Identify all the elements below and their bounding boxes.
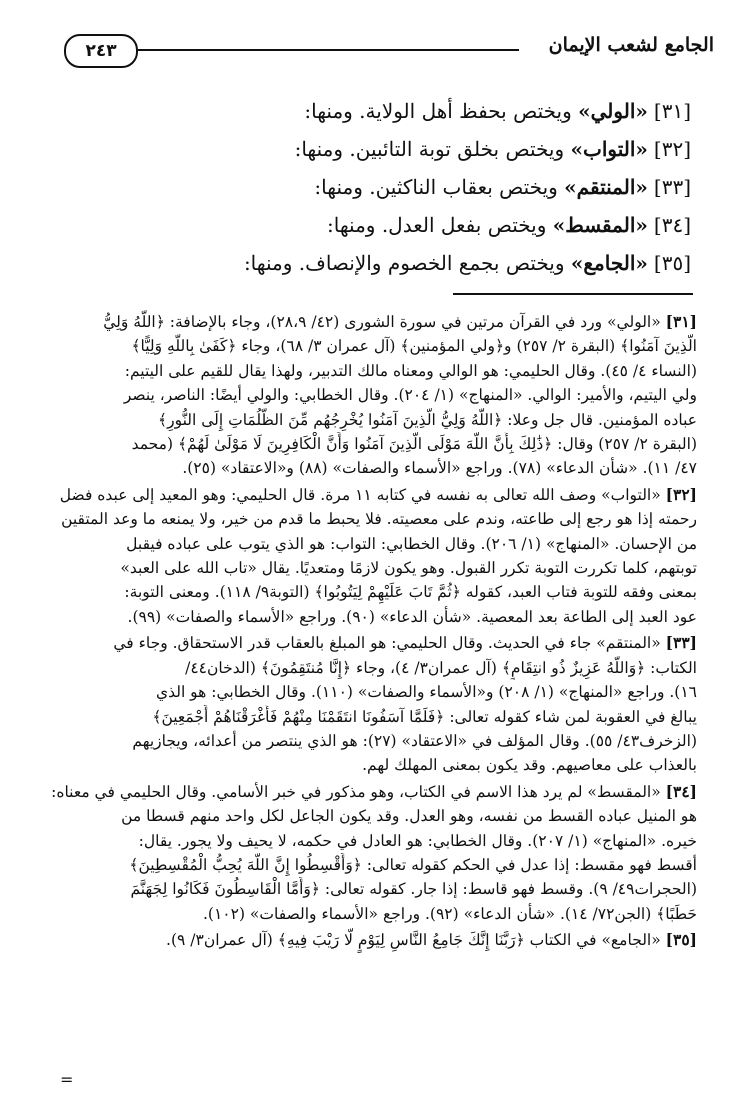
- footnote-34: [47, 780, 697, 926]
- footnote-line: يبالغ في العقوبة لمن شاء كقوله تعالى: ﴿فَلَمَّا آسَفُونَا انتَقَمْنَا مِنْهُمْ فَأَغْرَقْنَاهُمْ أَجْمَعِينَ﴾: [152, 707, 697, 726]
- item-text: ويختص بعقاب الناكثين. ومنها:: [314, 175, 565, 199]
- footnote-number: [٣٥]: [665, 930, 697, 950]
- running-title: الجامع لشعب الإيمان: [548, 34, 714, 56]
- footnote-line: عود العبد إلى الطاعة بعد المعصية. «شأن الدعاء» (٩٠). وراجع «الأسماء والصفات» (٩٩).: [127, 607, 697, 626]
- footnote-33: [47, 631, 697, 777]
- footnote-line: [٣٤] «المقسط» لم يرد هذا الاسم في الكتاب، وهو مذكور في خبر الأسامي. وقال الحليمي في معناه:: [51, 781, 697, 801]
- footnote-line: (النساء ٤/ ٤٥). وقال الحليمي: هو الوالي ومعناه مالك التدبير، ولهذا يقال للقيم على اليتيم:: [124, 361, 697, 380]
- footnote-line: ١٦). وراجع «المنهاج» (١/ ٢٠٨) و«الأسماء والصفات» (١١٠). وقال الخطابي: هو الذي: [155, 683, 697, 702]
- footnote-number: [٣٤]: [665, 781, 697, 801]
- page-number: ٢٤٣: [64, 34, 138, 68]
- footnote-line: بالعذاب على معاصيهم. وقد يكون بمعنى المهلك لهم.: [362, 756, 697, 775]
- footnote-32: [47, 483, 697, 629]
- footnote-line: الَّذِينَ آمَنُوا﴾ (البقرة ٢/ ٢٥٧) و﴿ولي المؤمنين﴾ (آل عمران ٣/ ٦٨)، وجاء ﴿كَفَىٰ بِاللَّهِ وَلِيًّا﴾: [131, 337, 697, 356]
- list-item: [71, 244, 691, 282]
- list-item: [71, 168, 691, 206]
- footnote-separator: [453, 293, 693, 295]
- item-term: «الولي»: [578, 99, 648, 123]
- item-text: ويختص بحفظ أهل الولاية. ومنها:: [304, 99, 579, 123]
- footnote-line: (الحجرات٤٩/ ٩). وقسط فهو قاسط: إذا جار. كقوله تعالى: ﴿وَأَمَّا الْقَاسِطُونَ فَكَانُوا لِجَهَنَّمَ: [130, 880, 697, 899]
- footnote-line: خيره. «المنهاج» (١/ ٢٠٧). وقال الخطابي: هو العادل في حكمه، لا يحيف ولا يجور. يقال:: [138, 831, 697, 850]
- footnote-line: (البقرة ٢/ ٢٥٧) وقال: ﴿ذَٰلِكَ بِأَنَّ اللَّهَ مَوْلَى الَّذِينَ آمَنُوا وَأَنَّ الْكَافِرِينَ لَا مَوْلَىٰ لَهُمْ﴾ (محمد: [131, 435, 697, 454]
- footnote-line: ولي اليتيم، والأمير: الوالي. «المنهاج» (١/ ٢٠٤). وقال الخطابي: والولي أيضًا: الناصر، ينصر: [123, 386, 697, 405]
- list-item: [71, 206, 691, 244]
- footnote-line: ٤٧/ ١١). «شأن الدعاء» (٧٨). وراجع «الأسماء والصفات» (٨٨) و«الاعتقاد» (٢٥).: [182, 459, 697, 478]
- item-number: [٣٢]: [653, 137, 691, 161]
- item-term: «التواب»: [570, 137, 648, 161]
- item-term: «المنتقم»: [564, 175, 648, 199]
- footnote-number: [٣١]: [665, 312, 697, 331]
- item-number: [٣٥]: [653, 251, 691, 275]
- footnote-line: هو المنيل عباده القسط من نفسه، وهو العدل. وقد يكون الجاعل لكل واحد منهم قسطا من: [121, 807, 697, 826]
- header-rule: [136, 49, 519, 51]
- item-number: [٣٣]: [653, 175, 691, 199]
- list-item: [71, 130, 691, 168]
- names-list: [71, 92, 691, 282]
- footnote-35: [47, 928, 697, 952]
- footnote-line: (الزخرف٤٣/ ٥٥). وقال المؤلف في «الاعتقاد» (٢٧): هو الذي ينتصر من أعدائه، ويجازيهم: [132, 731, 697, 750]
- footnote-number: [٣٢]: [665, 484, 697, 504]
- footnote-line: عباده المؤمنين. قال جل وعلا: ﴿اللَّهُ وَلِيُّ الَّذِينَ آمَنُوا يُخْرِجُهُم مِّنَ الظُّلُمَاتِ إِلَى النُّورِ﴾: [158, 410, 697, 429]
- footnote-line: [٣٢] «التواب» وصف الله تعالى به نفسه في كتابه ١١ مرة. قال الحليمي: وهو المعيد إلى عبده فضل: [59, 484, 697, 504]
- footnote-31: [47, 310, 697, 481]
- item-term: «المقسط»: [552, 213, 648, 237]
- footnote-line: الكتاب: ﴿وَاللَّهُ عَزِيزٌ ذُو انتِقَامٍ﴾ (آل عمران٣/ ٤)، وجاء ﴿إِنَّا مُنتَقِمُونَ﴾ (الدخان٤٤/: [185, 658, 697, 677]
- footnote-line: [٣١] «الولي» ورد في القرآن مرتين في سورة الشورى (٤٢/ ٢٨،٩)، وجاء بالإضافة: ﴿اللَّهُ وَلِيُّ: [103, 312, 697, 331]
- item-text: ويختص بفعل العدل. ومنها:: [327, 213, 553, 237]
- footnote-line: رحمته إذا هو رجع إلى طاعته، وندم على معصيته. فلا يحبط ما قدم من خير، ولا يمنعه ما وعد المتقين: [61, 510, 697, 529]
- page-header: [64, 30, 714, 70]
- footnotes: [47, 310, 697, 955]
- item-text: ويختص بخلق توبة التائبين. ومنها:: [294, 137, 571, 161]
- footnote-line: من الإحسان. «المنهاج» (١/ ٢٠٦). وقال الخطابي: التواب: هو الذي يتوب على عباده فيقبل: [126, 534, 697, 553]
- item-term: «الجامع»: [570, 251, 648, 275]
- list-item: [71, 92, 691, 130]
- footnote-line: حَطَبًا﴾ (الجن٧٢/ ١٤). «شأن الدعاء» (٩٢). وراجع «الأسماء والصفات» (١٠٢).: [202, 904, 697, 923]
- item-number: [٣٤]: [653, 213, 691, 237]
- continuation-mark: =: [60, 1070, 74, 1089]
- footnote-line: بمعنى وفقه للتوبة فتاب العبد، كقوله ﴿ثُمَّ تَابَ عَلَيْهِمْ لِيَتُوبُوا﴾ (التوبة٩/ ١١٨). ومعنى التوبة:: [124, 583, 697, 602]
- item-number: [٣١]: [653, 99, 691, 123]
- item-text: ويختص بجمع الخصوم والإنصاف. ومنها:: [243, 251, 571, 275]
- footnote-number: [٣٣]: [665, 633, 697, 653]
- footnote-line: [٣٣] «المنتقم» جاء في الحديث. وقال الحليمي: هو المبلغ بالعقاب قدر الاستحقاق. وجاء في: [113, 633, 697, 653]
- footnote-line: توبتهم، كلما تكررت التوبة تكرر القبول. وهو يكون لازمًا ومتعديًا. يقال «تاب الله على العبد»: [120, 559, 697, 578]
- footnote-line: [٣٥] «الجامع» في الكتاب ﴿رَبَّنَا إِنَّكَ جَامِعُ النَّاسِ لِيَوْمٍ لَّا رَيْبَ فِيهِ﴾ (آل عمران٣/ ٩).: [166, 930, 697, 950]
- footnote-line: أقسط فهو مقسط: إذا عدل في الحكم كقوله تعالى: ﴿وَأَقْسِطُوا إِنَّ اللَّهَ يُحِبُّ الْمُقْسِطِينَ﴾: [129, 855, 697, 874]
